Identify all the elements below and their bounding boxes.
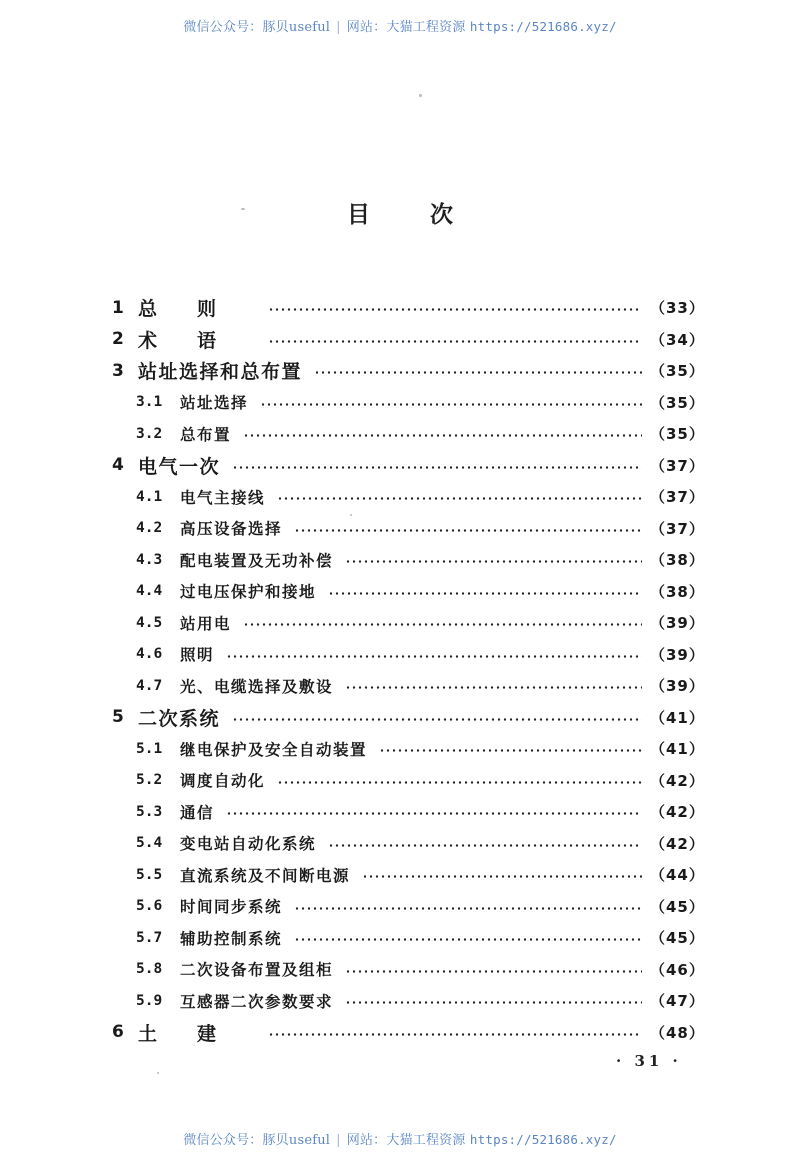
- toc-section-row[interactable]: [112, 733, 705, 765]
- toc-section-row[interactable]: [112, 891, 705, 923]
- toc-entry-page: （44）: [650, 866, 705, 885]
- toc-entry-number: 5.4: [136, 835, 163, 852]
- toc-entry-page: （42）: [650, 834, 705, 853]
- dot-leader: [243, 623, 642, 626]
- dot-leader: [260, 403, 642, 406]
- dot-leader: [345, 1001, 642, 1004]
- toc-entry-page: （47）: [650, 992, 705, 1011]
- dot-leader: [345, 686, 642, 689]
- toc-entry-page: （37）: [650, 519, 705, 538]
- dot-leader: [294, 529, 642, 532]
- toc-entry-number: 4.5: [136, 614, 163, 631]
- toc-entry-title: 二次系统: [138, 707, 221, 730]
- toc-section-row[interactable]: [112, 418, 705, 450]
- watermark-site: 网站：大猫工程资源: [346, 20, 466, 35]
- toc-chapter-row[interactable]: [112, 292, 705, 324]
- dot-leader: [232, 718, 642, 721]
- toc-entry-number: 4.4: [136, 583, 163, 600]
- toc-entry-title: 直流系统及不间断电源: [180, 865, 351, 885]
- toc-entry-number: 4.1: [136, 488, 163, 505]
- toc-entry-title: 总则: [138, 298, 257, 321]
- toc-entry-number: 5: [112, 707, 124, 728]
- table-of-contents: [112, 292, 705, 1048]
- toc-entry-page: （39）: [650, 614, 705, 633]
- dot-leader: [345, 560, 642, 563]
- toc-section-row[interactable]: [112, 828, 705, 860]
- toc-entry-title: 站址选择和总布置: [138, 361, 303, 384]
- dot-leader: [243, 434, 642, 437]
- toc-entry-number: 5.8: [136, 961, 163, 978]
- toc-entry-title: 二次设备布置及组柜: [180, 960, 334, 980]
- toc-entry-title: 电气一次: [138, 455, 221, 478]
- watermark-separator: |: [336, 1133, 341, 1148]
- toc-entry-number: 5.6: [136, 898, 163, 915]
- toc-entry-page: （38）: [650, 582, 705, 601]
- toc-entry-number: 3.2: [136, 425, 163, 442]
- dot-leader: [277, 781, 642, 784]
- toc-section-row[interactable]: [112, 985, 705, 1017]
- toc-chapter-row[interactable]: [112, 355, 705, 387]
- toc-chapter-row[interactable]: [112, 324, 705, 356]
- toc-entry-title: 土建: [138, 1022, 257, 1045]
- toc-entry-number: 5.2: [136, 772, 163, 789]
- toc-entry-title: 时间同步系统: [180, 897, 283, 917]
- dot-leader: [294, 907, 642, 910]
- toc-entry-page: （33）: [650, 299, 705, 318]
- toc-entry-title: 站用电: [180, 613, 232, 633]
- toc-chapter-row[interactable]: [112, 450, 705, 482]
- toc-entry-title: 调度自动化: [180, 771, 266, 791]
- toc-entry-number: 5.1: [136, 740, 163, 757]
- toc-entry-title: 变电站自动化系统: [180, 834, 317, 854]
- toc-entry-title: 配电装置及无功补偿: [180, 550, 334, 570]
- toc-entry-page: （35）: [650, 425, 705, 444]
- toc-entry-title: 总布置: [180, 424, 232, 444]
- dot-leader: [345, 970, 642, 973]
- toc-entry-page: （41）: [650, 740, 705, 759]
- toc-entry-title: 高压设备选择: [180, 519, 283, 539]
- dot-leader: [328, 592, 642, 595]
- dot-leader: [362, 875, 642, 878]
- toc-entry-page: （37）: [650, 488, 705, 507]
- toc-entry-page: （45）: [650, 897, 705, 916]
- toc-entry-title: 照明: [180, 645, 215, 665]
- watermark-footer: [0, 1129, 800, 1148]
- toc-entry-page: （48）: [650, 1023, 705, 1042]
- dot-leader: [268, 340, 642, 343]
- dot-leader: [314, 371, 642, 374]
- toc-entry-title: 通信: [180, 802, 215, 822]
- toc-entry-number: 5.7: [136, 929, 163, 946]
- toc-entry-page: （42）: [650, 771, 705, 790]
- toc-entry-page: （42）: [650, 803, 705, 822]
- watermark-url: https://521686.xyz/: [469, 1132, 617, 1147]
- dot-leader: [379, 749, 642, 752]
- toc-section-row[interactable]: [112, 954, 705, 986]
- toc-entry-number: 4.7: [136, 677, 163, 694]
- toc-entry-page: （35）: [650, 362, 705, 381]
- toc-entry-number: 3: [112, 360, 124, 381]
- dot-leader: [268, 1033, 642, 1036]
- watermark-separator: |: [336, 20, 341, 35]
- toc-section-row[interactable]: [112, 513, 705, 545]
- dot-leader: [268, 308, 642, 311]
- page-title: 目次: [347, 201, 513, 228]
- toc-chapter-row[interactable]: [112, 1017, 705, 1049]
- toc-entry-number: 3.1: [136, 394, 163, 411]
- watermark-url: https://521686.xyz/: [469, 19, 617, 34]
- toc-section-row[interactable]: [112, 859, 705, 891]
- toc-entry-number: 4.2: [136, 520, 163, 537]
- toc-entry-page: （35）: [650, 393, 705, 412]
- toc-section-row[interactable]: [112, 387, 705, 419]
- toc-chapter-row[interactable]: [112, 702, 705, 734]
- dot-leader: [328, 844, 642, 847]
- scan-speck: [419, 94, 422, 97]
- toc-entry-title: 继电保护及安全自动装置: [180, 739, 368, 759]
- toc-entry-page: （34）: [650, 330, 705, 349]
- dot-leader: [226, 812, 642, 815]
- toc-entry-page: （41）: [650, 708, 705, 727]
- toc-entry-number: 5.3: [136, 803, 163, 820]
- toc-entry-number: 5.5: [136, 866, 163, 883]
- toc-section-row[interactable]: [112, 765, 705, 797]
- toc-entry-number: 4: [112, 455, 124, 476]
- toc-entry-page: （39）: [650, 645, 705, 664]
- toc-section-row[interactable]: [112, 481, 705, 513]
- toc-section-row[interactable]: [112, 576, 705, 608]
- page-number: · 31 ·: [616, 1052, 682, 1070]
- toc-entry-page: （38）: [650, 551, 705, 570]
- toc-entry-title: 电气主接线: [180, 487, 266, 507]
- dot-leader: [277, 497, 642, 500]
- toc-entry-number: 4.6: [136, 646, 163, 663]
- scan-speck: [157, 1072, 159, 1074]
- toc-section-row[interactable]: [112, 544, 705, 576]
- toc-entry-number: 2: [112, 329, 124, 350]
- toc-entry-page: （45）: [650, 929, 705, 948]
- toc-entry-title: 辅助控制系统: [180, 928, 283, 948]
- toc-section-row[interactable]: [112, 607, 705, 639]
- toc-entry-number: 5.9: [136, 992, 163, 1009]
- watermark-wechat: 微信公众号：豚贝useful: [183, 1133, 331, 1148]
- toc-entry-title: 站址选择: [180, 393, 249, 413]
- toc-entry-title: 过电压保护和接地: [180, 582, 317, 602]
- toc-entry-title: 互感器二次参数要求: [180, 991, 334, 1011]
- toc-section-row[interactable]: [112, 796, 705, 828]
- toc-section-row[interactable]: [112, 922, 705, 954]
- toc-entry-number: 6: [112, 1022, 124, 1043]
- toc-section-row[interactable]: [112, 639, 705, 671]
- toc-entry-page: （39）: [650, 677, 705, 696]
- toc-section-row[interactable]: [112, 670, 705, 702]
- toc-entry-page: （46）: [650, 960, 705, 979]
- toc-entry-title: 术语: [138, 329, 257, 352]
- toc-entry-title: 光、电缆选择及敷设: [180, 676, 334, 696]
- toc-entry-number: 1: [112, 297, 124, 318]
- dot-leader: [226, 655, 642, 658]
- dot-leader: [232, 466, 642, 469]
- toc-entry-page: （37）: [650, 456, 705, 475]
- toc-entry-number: 4.3: [136, 551, 163, 568]
- watermark-wechat: 微信公众号：豚贝useful: [183, 20, 331, 35]
- dot-leader: [294, 938, 642, 941]
- watermark-header: [0, 16, 800, 35]
- watermark-site: 网站：大猫工程资源: [346, 1133, 466, 1148]
